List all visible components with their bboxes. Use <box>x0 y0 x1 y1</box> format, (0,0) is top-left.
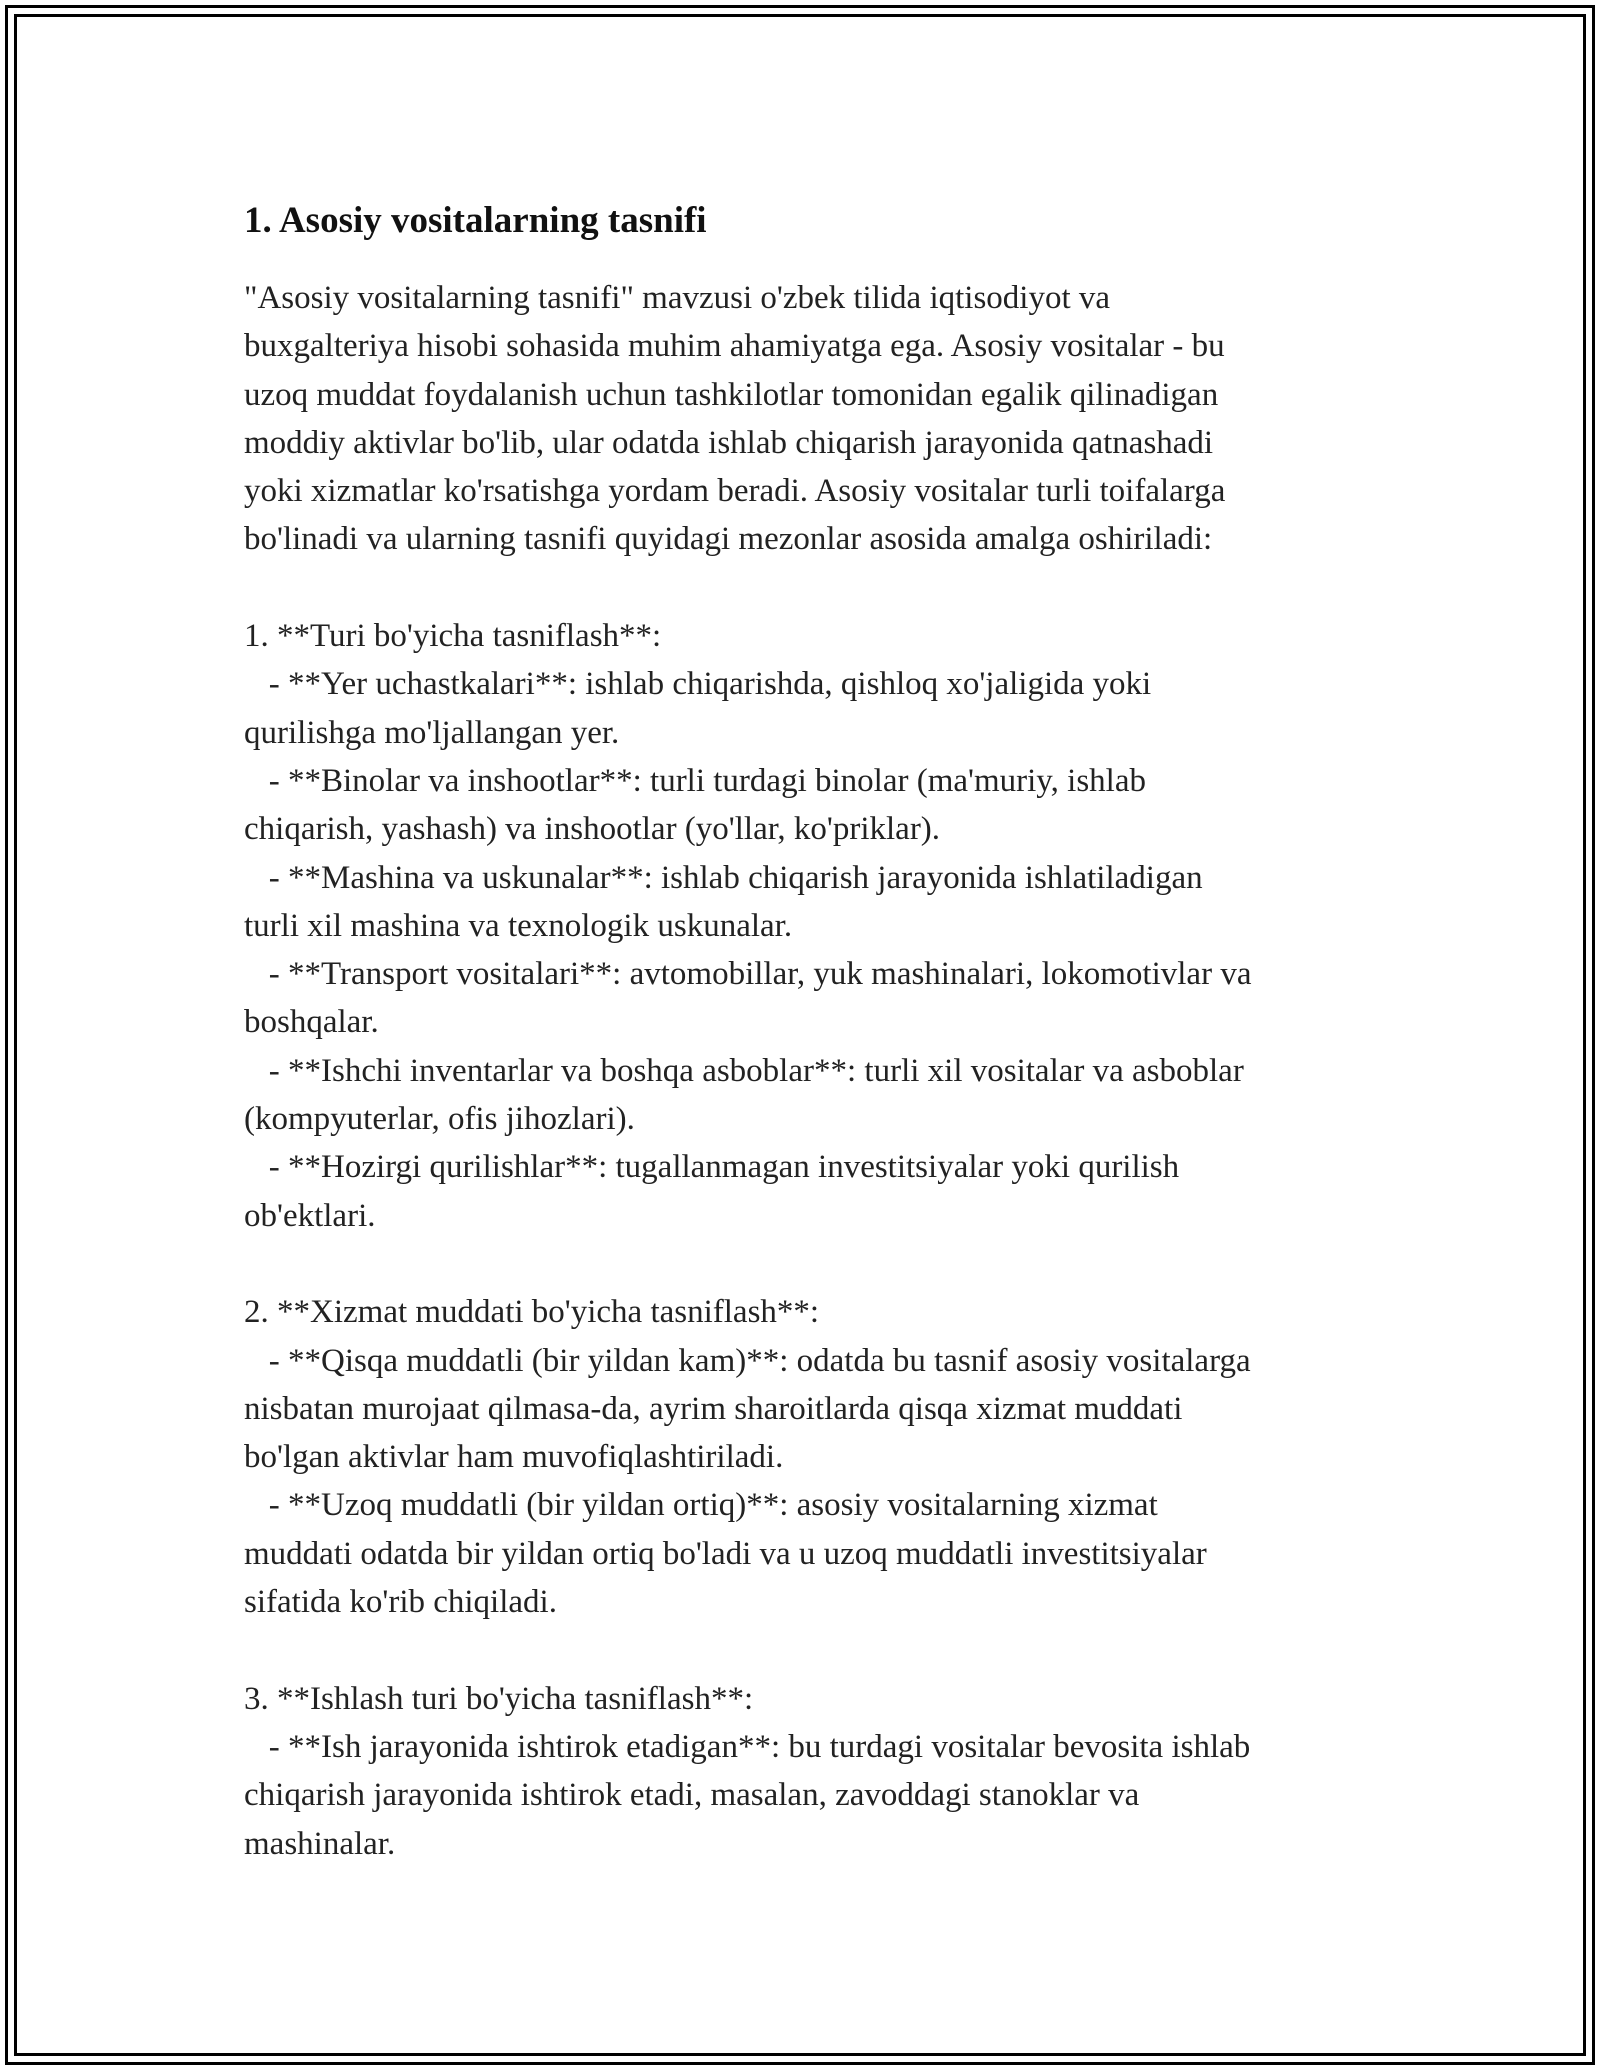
intro-paragraph: "Asosiy vositalarning tasnifi" mavzusi o'zbek tilida iqtisodiyot va buxgalteriya hisobi sohasida muhim ahamiyatga ega. Asosiy vositalar - bu uzoq muddat foydalanish uchun tashkilotlar tomonidan egalik qilinadigan moddiy aktivlar bo'lib, ular odatda ishlab chiqarish jarayonida qatnashadi yoki xizmatlar ko'rsatishga yordam beradi. Asosiy vositalar turli toifalarga bo'linadi va ularning tasnifi quyidagi mezonlar asosida amalga oshiriladi: <box>244 280 1226 558</box>
section-heading: 3. **Ishlash turi bo'yicha tasniflash**: <box>244 1680 754 1717</box>
list-item: - **Binolar va inshootlar**: turli turdagi binolar (ma'muriy, ishlab chiqarish, yashash) va inshootlar (yo'llar, ko'priklar). <box>244 762 1146 848</box>
document-title: 1. Asosiy vositalarning tasnifi <box>244 200 707 241</box>
section-heading: 1. **Turi bo'yicha tasniflash**: <box>244 618 662 655</box>
section-gap <box>244 1240 1374 1288</box>
section-gap <box>244 1626 1374 1674</box>
list-item: - **Transport vositalari**: avtomobillar, yuk mashinalari, lokomotivlar va boshqalar. <box>244 956 1252 1041</box>
section-gap <box>244 564 1374 612</box>
section-2 <box>244 1288 1374 1626</box>
list-item: - **Mashina va uskunalar**: ishlab chiqarish jarayonida ishlatiladigan turli xil mashina va texnologik uskunalar. <box>244 859 1203 944</box>
list-item: - **Qisqa muddatli (bir yildan kam)**: odatda bu tasnif asosiy vositalarga nisbatan murojaat qilmasa-da, ayrim sharoitlarda qisqa xizmat muddati bo'lgan aktivlar ham muvofiqlashtiriladi. <box>244 1342 1251 1476</box>
list-item: - **Hozirgi qurilishlar**: tugallanmagan investitsiyalar yoki qurilish ob'ektlari. <box>244 1149 1180 1234</box>
section-heading: 2. **Xizmat muddati bo'yicha tasniflash**: <box>244 1294 820 1331</box>
list-item: - **Yer uchastkalari**: ishlab chiqarishda, qishloq xo'jaligida yoki qurilishga mo'ljallangan yer. <box>244 666 1152 751</box>
document-body <box>244 198 1374 1868</box>
list-item: - **Uzoq muddatli (bir yildan ortiq)**: asosiy vositalarning xizmat muddati odatda bir yildan ortiq bo'ladi va u uzoq muddatli investitsiyalar sifatida ko'rib chiqiladi. <box>244 1487 1207 1621</box>
page-frame <box>5 5 1595 2065</box>
section-3 <box>244 1675 1374 1868</box>
list-item: - **Ish jarayonida ishtirok etadigan**: bu turdagi vositalar bevosita ishlab chiqarish jarayonida ishtirok etadi, masalan, zavoddagi stanoklar va mashinalar. <box>244 1728 1251 1862</box>
section-1 <box>244 612 1374 1240</box>
list-item: - **Ishchi inventarlar va boshqa asboblar**: turli xil vositalar va asboblar (kompyuterlar, ofis jihozlari). <box>244 1052 1244 1138</box>
